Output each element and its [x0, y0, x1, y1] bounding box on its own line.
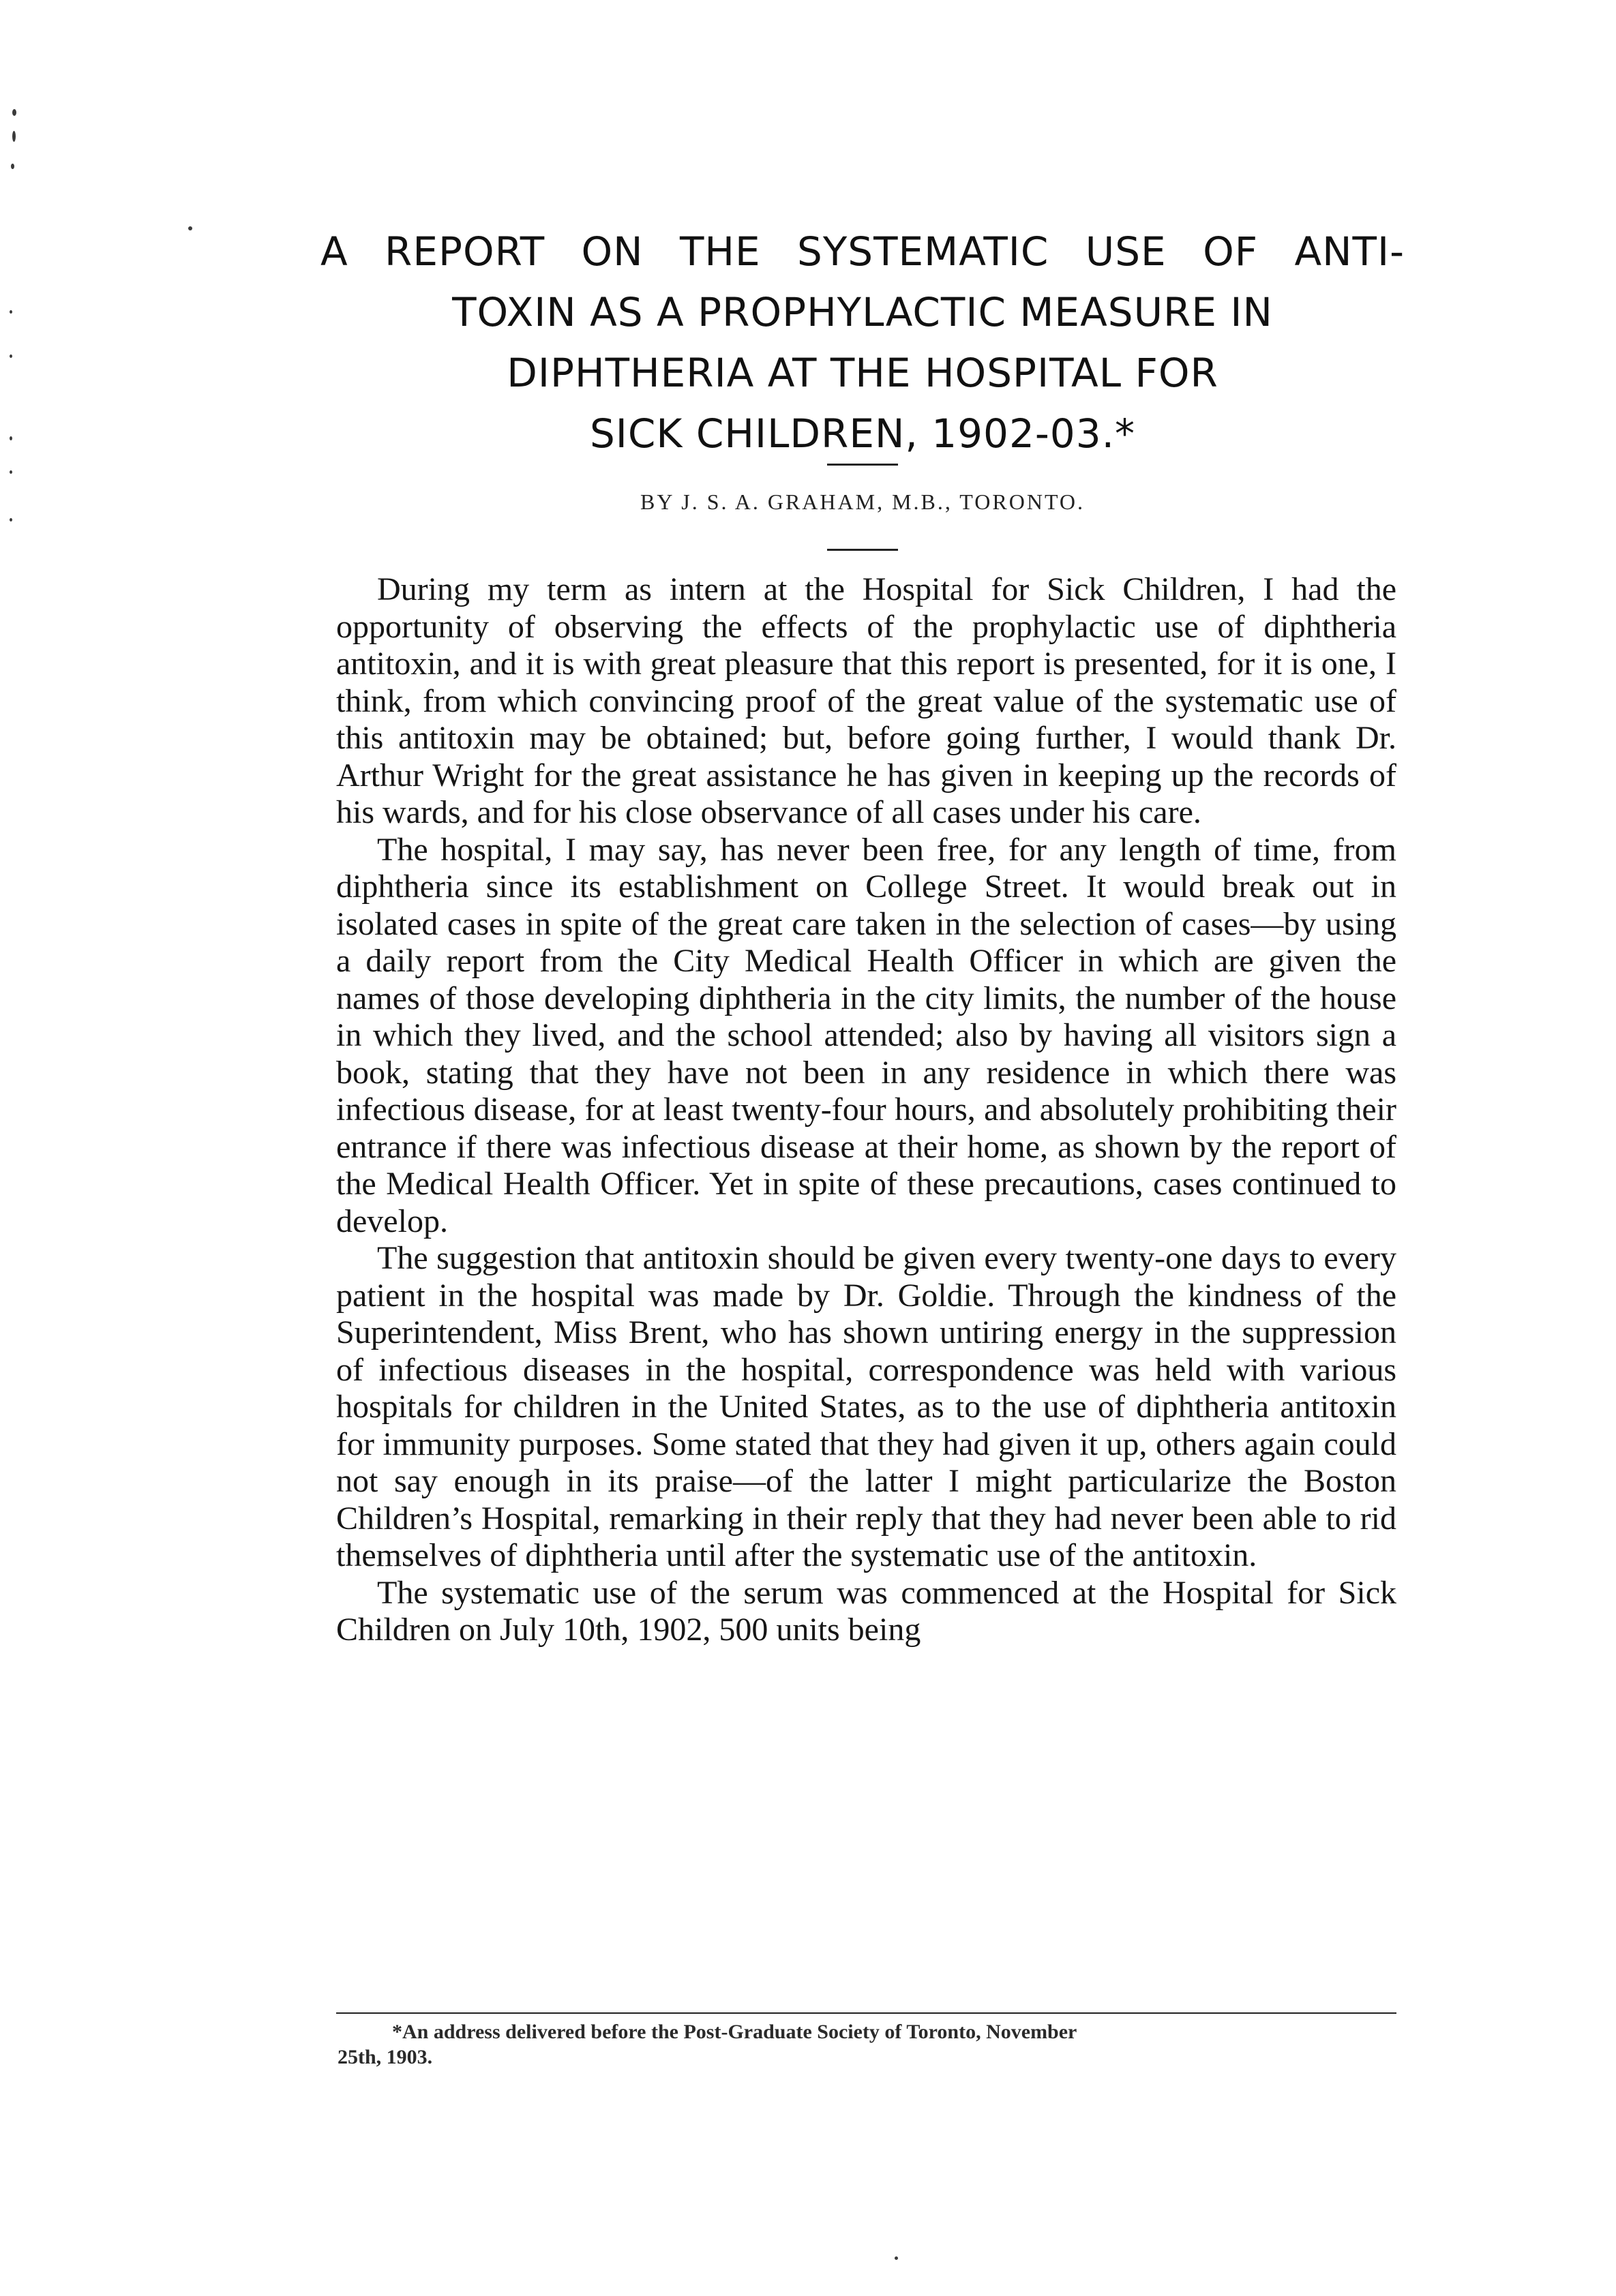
- title-line: DIPHTHERIA AT THE HOSPITAL FOR: [507, 350, 1218, 396]
- title-divider: [827, 464, 898, 466]
- footnote-text-continued: 25th, 1903.: [338, 2046, 433, 2068]
- title-line: A REPORT ON THE SYSTEMATIC USE OF ANTI-: [320, 228, 1405, 275]
- margin-speck: [188, 226, 192, 230]
- footnote-text: *An address delivered before the Post-Graduate Society of Toronto, November: [392, 2021, 1077, 2043]
- margin-speck: [10, 354, 12, 358]
- byline-divider: [827, 549, 898, 551]
- margin-speck: [10, 518, 12, 522]
- paragraph: The hospital, I may say, has never been free, for any length of time, from diphtheria since its establishment on College Street. It would break out in isolated cases in spite of the great care taken in the selection of cases—by using a daily report from the City Medical Health Officer in which are given the names of those developing diphtheria in the city limits, the number of the house in which they lived, and the school attended; also by having all visitors sign a book, stating that they have not been in any residence in which there was infectious disease, for at least twenty-four hours, and absolutely prohibiting their entrance if there was infectious disease at their home, as shown by the report of the Medical Health Officer. Yet in spite of these precautions, cases continued to develop.: [336, 831, 1396, 1239]
- article-body: [336, 571, 1396, 1649]
- margin-speck: [12, 131, 16, 142]
- footnote: [338, 2019, 1396, 2070]
- margin-speck: [895, 2256, 898, 2260]
- article-title: [320, 222, 1405, 464]
- paragraph: During my term as intern at the Hospital for Sick Children, I had the opportunity of observing the effects of the prophylactic use of diphtheria antitoxin, and it is with great pleasure that this report is presented, for it is one, I think, from which convincing proof of the great value of the systematic use of this antitoxin may be obtained; but, before going further, I would thank Dr. Arthur Wright for the great assistance he has given in keeping up the records of his wards, and for his close observance of all cases under his care.: [336, 571, 1396, 830]
- title-line: TOXIN AS A PROPHYLACTIC MEASURE IN: [452, 289, 1273, 335]
- margin-speck: [10, 436, 12, 440]
- paragraph: The suggestion that antitoxin should be given every twenty-one days to every patient in the hospital was made by Dr. Goldie. Through the kindness of the Superintendent, Miss Brent, who has shown untiring energy in the suppression of infectious diseases in the hospital, correspondence was held with various hospitals for children in the United States, as to the use of diphtheria antitoxin for immunity purposes. Some stated that they had given it up, others again could not say enough in its praise—of the latter I might particularize the Boston Children’s Hospital, remarking in their reply that they had never been able to rid themselves of diphtheria until after the systematic use of the antitoxin.: [336, 1240, 1396, 1573]
- margin-speck: [12, 109, 16, 116]
- paragraph: The systematic use of the serum was commenced at the Hospital for Sick Children on July 10th, 1902, 500 units being: [336, 1574, 1396, 1648]
- title-line: SICK CHILDREN, 1902-03.*: [589, 410, 1136, 457]
- author-byline: BY J. S. A. GRAHAM, M.B., TORONTO.: [640, 489, 1086, 514]
- margin-speck: [10, 470, 12, 474]
- footnote-divider: [336, 2012, 1396, 2014]
- margin-speck: [11, 164, 14, 169]
- margin-speck: [10, 310, 12, 314]
